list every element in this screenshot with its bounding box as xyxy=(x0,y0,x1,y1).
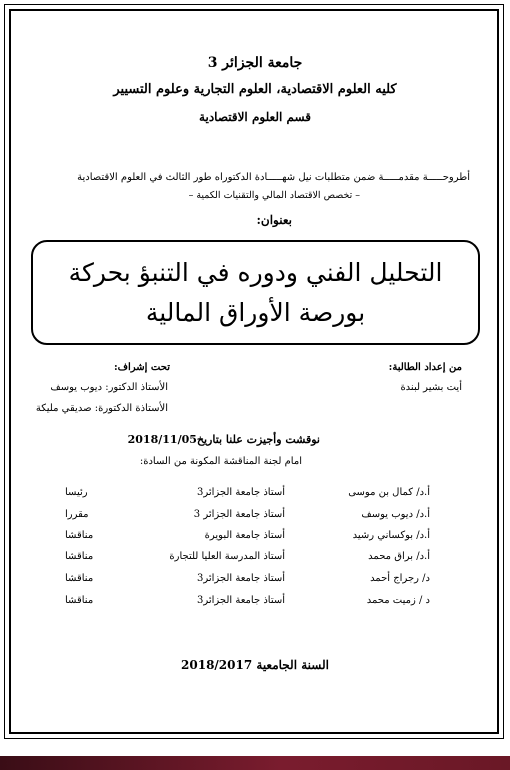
jury-row xyxy=(0,595,510,611)
jury-row xyxy=(0,509,510,525)
jury-role: مناقشا xyxy=(65,530,94,541)
academic-year: السنة الجامعية 2018/2017 xyxy=(181,658,329,672)
jury-row xyxy=(0,573,510,589)
university-name: جامعة الجزائر 3 xyxy=(207,55,303,71)
title-label: بعنوان: xyxy=(256,213,292,227)
jury-row xyxy=(0,487,510,503)
defense-date: نوقشت وأجيزت علنا بتاريخ2018/11/05 xyxy=(127,433,320,446)
jury-name: أ.د/ براق محمد xyxy=(368,551,430,562)
jury-role: رئيسا xyxy=(65,487,88,498)
jury-name: أ.د/ بوكساني رشيد xyxy=(352,530,430,541)
jury-row xyxy=(0,551,510,567)
jury-name: أ.د/ ديوب يوسف xyxy=(361,509,430,520)
jury-name: د / زميت محمد xyxy=(366,595,430,606)
faculty-name: كليه العلوم الاقتصادية، العلوم التجارية وعلوم التسيير xyxy=(113,82,397,97)
thesis-description: أطروحـــــة مقدمـــــة ضمن متطلبات نيل شهـــــادة الدكتوراه طور الثالث في العلوم الاقتصادية xyxy=(77,172,470,183)
jury-institution: أستاذ جامعة الجزائر3 xyxy=(196,573,285,584)
prepared-by-label: من إعداد الطالبة: xyxy=(388,362,462,373)
jury-role: مقررا xyxy=(65,509,89,520)
jury-institution: أستاذ جامعة الجزائر3 xyxy=(196,487,285,498)
department-name: قسم العلوم الاقتصادية xyxy=(199,110,311,124)
jury-role: مناقشا xyxy=(65,551,94,562)
thesis-specialty: – تخصص الاقتصاد المالي والتقنيات الكمية – xyxy=(188,190,360,201)
jury-role: مناقشا xyxy=(65,573,94,584)
jury-row xyxy=(0,530,510,546)
jury-institution: أستاذ المدرسة العليا للتجارة xyxy=(169,551,285,562)
jury-institution: أستاذ جامعة الجزائر3 xyxy=(196,595,285,606)
jury-name: د/ رجراج أحمد xyxy=(370,573,430,584)
thesis-title-box xyxy=(31,240,480,345)
thesis-title: التحليل الفني ودوره في التنبؤ بحركة بورصة الأوراق المالية xyxy=(68,257,443,327)
supervision-label: تحت إشراف: xyxy=(113,362,170,373)
bottom-color-band xyxy=(0,756,510,770)
jury-name: أ.د/ كمال بن موسى xyxy=(348,487,430,498)
jury-institution: أستاذ جامعة البويرة xyxy=(204,530,285,541)
supervisor-name: الأستاذ الدكتور: ديوب يوسف xyxy=(50,382,168,393)
jury-institution: أستاذ جامعة الجزائر 3 xyxy=(193,509,285,520)
student-name: أيت بشير لبندة xyxy=(400,382,462,393)
jury-role: مناقشا xyxy=(65,595,94,606)
committee-line: امام لجنة المناقشة المكونة من السادة: xyxy=(139,456,302,467)
co-supervisor-name: الأستاذة الدكتورة: صديقي مليكة xyxy=(35,403,168,414)
